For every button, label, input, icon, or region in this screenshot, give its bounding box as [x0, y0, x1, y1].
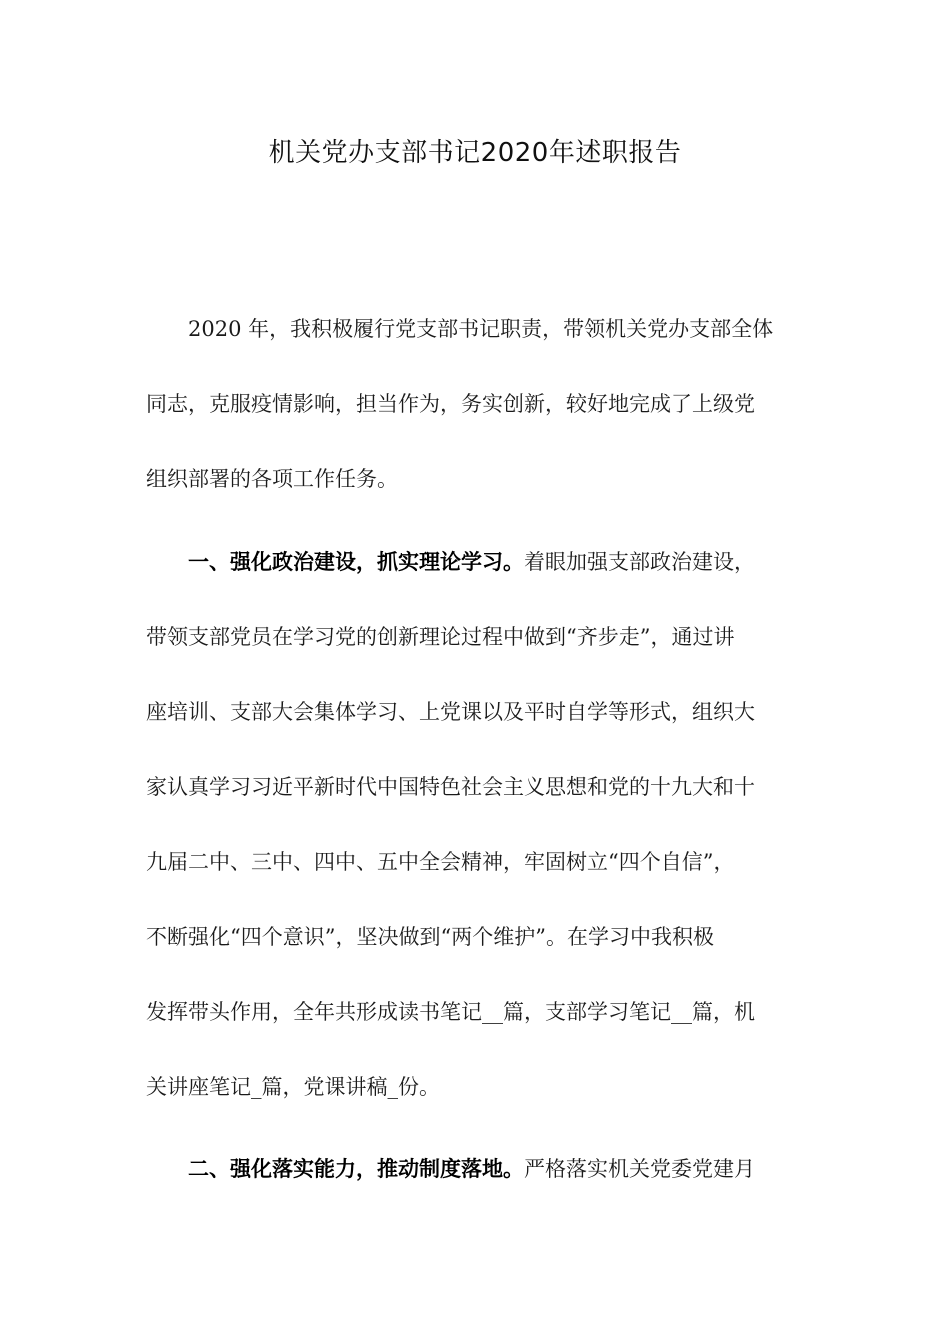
- section-1-line-2: 带领支部党员在学习党的创新理论过程中做到“齐步走”，通过讲: [146, 625, 735, 649]
- section-1-first-line-text: 着眼加强支部政治建设，: [524, 550, 755, 574]
- section-1-line-6: 不断强化“四个意识”，坚决做到“两个维护”。在学习中我积极: [146, 925, 714, 949]
- document-title: 机关党办支部书记2020年述职报告: [268, 138, 682, 168]
- paragraph-1-line-3: 组织部署的各项工作任务。: [146, 467, 398, 491]
- section-1-line-8: 关讲座笔记_篇，党课讲稿_份。: [146, 1075, 440, 1099]
- section-1-line-5: 九届二中、三中、四中、五中全会精神，牢固树立“四个自信”，: [146, 850, 735, 874]
- section-2-heading: 二、强化落实能力，推动制度落地。: [188, 1156, 524, 1181]
- section-1-first-line: [188, 547, 868, 577]
- section-1-heading: 一、强化政治建设，抓实理论学习。: [188, 549, 524, 574]
- section-1-line-3: 座培训、支部大会集体学习、上党课以及平时自学等形式，组织大: [146, 700, 755, 724]
- section-2-first-line-text: 严格落实机关党委党建月: [524, 1157, 755, 1181]
- paragraph-1-line-2: 同志，克服疫情影响，担当作为，务实创新，较好地完成了上级党: [146, 392, 755, 416]
- section-1-line-4: 家认真学习习近平新时代中国特色社会主义思想和党的十九大和十: [146, 775, 755, 799]
- section-1-line-7: 发挥带头作用，全年共形成读书笔记__篇，支部学习笔记__篇，机: [146, 1000, 755, 1024]
- paragraph-1-line-1: 2020 年，我积极履行党支部书记职责，带领机关党办支部全体: [188, 317, 774, 341]
- section-2-first-line: [188, 1154, 868, 1184]
